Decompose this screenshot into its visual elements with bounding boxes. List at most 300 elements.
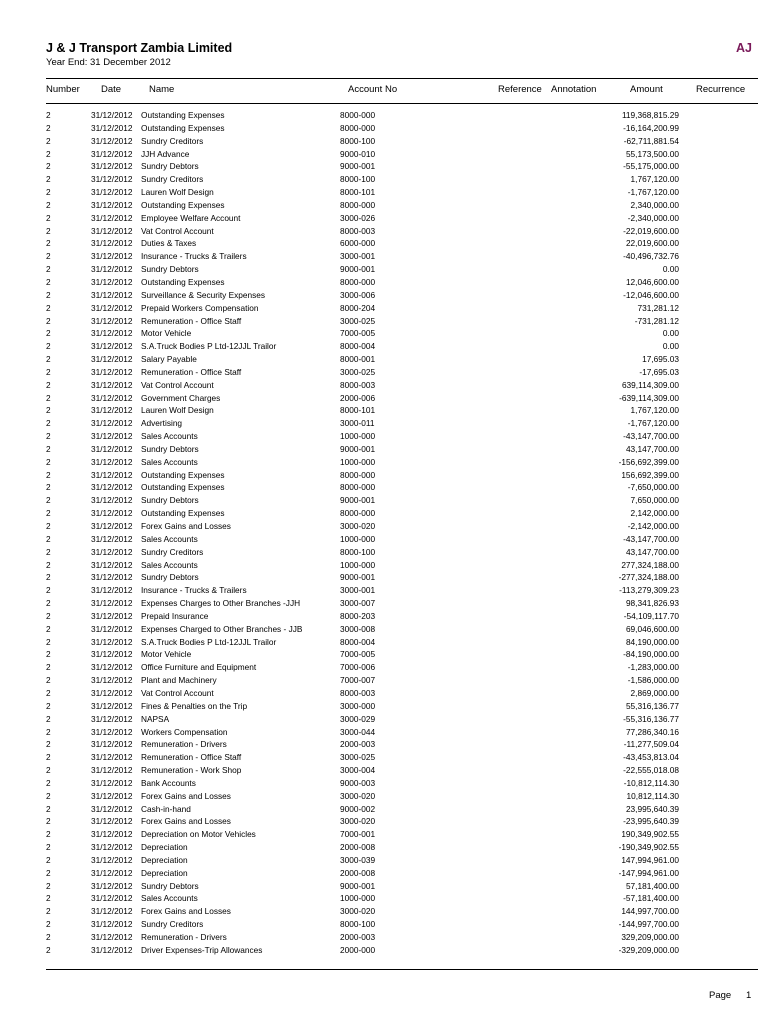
row-account-no: 1000-000 <box>340 456 376 467</box>
row-date: 31/12/2012 <box>91 482 133 493</box>
row-name: Advertising <box>141 418 183 429</box>
row-name: Remuneration - Drivers <box>141 739 227 750</box>
row-amount: 22,019,600.00 <box>625 238 679 249</box>
row-account-no: 2000-000 <box>340 944 376 955</box>
transaction-rows <box>0 110 768 958</box>
row-account-no: 8000-000 <box>340 276 376 287</box>
row-amount: 156,692,399.00 <box>621 469 679 480</box>
row-amount: 147,994,961.00 <box>621 854 679 865</box>
row-number: 2 <box>46 559 51 570</box>
row-account-no: 9000-001 <box>340 495 376 506</box>
row-name: Sundry Debtors <box>141 264 199 275</box>
row-amount: 0.00 <box>662 341 679 352</box>
row-date: 31/12/2012 <box>91 649 133 660</box>
row-amount: -11,277,509.04 <box>623 739 679 750</box>
row-account-no: 8000-000 <box>340 122 376 133</box>
row-number: 2 <box>46 110 51 120</box>
row-amount: 7,650,000.00 <box>630 495 679 506</box>
row-date: 31/12/2012 <box>91 662 133 673</box>
table-row <box>0 161 768 174</box>
row-amount: -113,279,309.23 <box>619 585 679 596</box>
row-number: 2 <box>46 392 51 403</box>
row-date: 31/12/2012 <box>91 495 133 506</box>
row-date: 31/12/2012 <box>91 238 133 249</box>
row-date: 31/12/2012 <box>91 469 133 480</box>
row-account-no: 7000-001 <box>340 829 376 840</box>
table-row <box>0 303 768 316</box>
row-account-no: 6000-000 <box>340 238 376 249</box>
row-account-no: 9000-001 <box>340 572 376 583</box>
row-account-no: 3000-001 <box>340 585 376 596</box>
row-number: 2 <box>46 379 51 390</box>
row-name: Driver Expenses-Trip Allowances <box>141 944 263 955</box>
row-name: Depreciation <box>141 854 188 865</box>
row-number: 2 <box>46 328 51 339</box>
row-account-no: 3000-008 <box>340 623 376 634</box>
row-account-no: 8000-000 <box>340 482 376 493</box>
row-name: Sundry Creditors <box>141 546 204 557</box>
row-number: 2 <box>46 713 51 724</box>
table-row <box>0 881 768 894</box>
column-header-reference: Reference <box>498 84 542 95</box>
row-date: 31/12/2012 <box>91 585 133 596</box>
row-number: 2 <box>46 572 51 583</box>
table-row <box>0 727 768 740</box>
row-name: Sundry Debtors <box>141 443 199 454</box>
row-account-no: 8000-004 <box>340 636 376 647</box>
table-row <box>0 328 768 341</box>
row-date: 31/12/2012 <box>91 726 133 737</box>
table-row <box>0 560 768 573</box>
row-number: 2 <box>46 354 51 365</box>
column-header-number: Number <box>46 84 80 95</box>
column-header-name: Name <box>149 84 175 95</box>
table-row <box>0 534 768 547</box>
row-amount: -731,281.12 <box>634 315 679 326</box>
row-amount: 55,173,500.00 <box>625 148 679 159</box>
table-row <box>0 598 768 611</box>
row-amount: 2,340,000.00 <box>630 199 679 210</box>
row-number: 2 <box>46 264 51 275</box>
row-name: Cash-in-hand <box>141 803 191 814</box>
row-number: 2 <box>46 880 51 891</box>
table-row <box>0 264 768 277</box>
row-amount: -1,767,120.00 <box>627 187 679 198</box>
row-name: Plant and Machinery <box>141 675 217 686</box>
row-name: Expenses Charged to Other Branches - JJB <box>141 623 303 634</box>
row-name: Depreciation <box>141 867 188 878</box>
row-amount: -147,994,961.00 <box>618 867 679 878</box>
row-name: Bank Accounts <box>141 777 196 788</box>
table-row <box>0 855 768 868</box>
row-number: 2 <box>46 199 51 210</box>
row-date: 31/12/2012 <box>91 713 133 724</box>
row-amount: -57,181,400.00 <box>623 893 679 904</box>
row-number: 2 <box>46 919 51 930</box>
row-number: 2 <box>46 829 51 840</box>
row-date: 31/12/2012 <box>91 302 133 313</box>
row-date: 31/12/2012 <box>91 752 133 763</box>
row-date: 31/12/2012 <box>91 276 133 287</box>
table-row <box>0 418 768 431</box>
row-date: 31/12/2012 <box>91 161 133 172</box>
table-row <box>0 521 768 534</box>
row-name: Sales Accounts <box>141 456 198 467</box>
row-amount: -84,190,000.00 <box>623 649 679 660</box>
table-row <box>0 187 768 200</box>
row-number: 2 <box>46 610 51 621</box>
table-row <box>0 868 768 881</box>
row-account-no: 9000-001 <box>340 443 376 454</box>
row-date: 31/12/2012 <box>91 765 133 776</box>
row-number: 2 <box>46 161 51 172</box>
row-amount: -1,283,000.00 <box>627 662 679 673</box>
row-account-no: 9000-003 <box>340 777 376 788</box>
row-account-no: 2000-008 <box>340 867 376 878</box>
column-header-recurrence: Recurrence <box>696 84 746 95</box>
table-row <box>0 662 768 675</box>
row-amount: -156,692,399.00 <box>618 456 679 467</box>
row-account-no: 1000-000 <box>340 431 376 442</box>
row-account-no: 2000-006 <box>340 392 376 403</box>
row-name: Depreciation on Motor Vehicles <box>141 829 256 840</box>
row-date: 31/12/2012 <box>91 816 133 827</box>
row-name: Workers Compensation <box>141 726 228 737</box>
row-name: Employee Welfare Account <box>141 212 241 223</box>
row-account-no: 8000-001 <box>340 354 376 365</box>
table-row <box>0 752 768 765</box>
table-row <box>0 367 768 380</box>
row-date: 31/12/2012 <box>91 906 133 917</box>
row-account-no: 3000-020 <box>340 521 376 531</box>
row-name: Sundry Debtors <box>141 495 199 506</box>
row-account-no: 9000-001 <box>340 161 376 172</box>
column-header-amount: Amount <box>630 84 663 95</box>
row-date: 31/12/2012 <box>91 803 133 814</box>
row-date: 31/12/2012 <box>91 777 133 788</box>
row-date: 31/12/2012 <box>91 932 133 942</box>
row-amount: -329,209,000.00 <box>618 944 679 955</box>
table-row <box>0 649 768 662</box>
row-number: 2 <box>46 790 51 801</box>
row-name: Outstanding Expenses <box>141 122 225 133</box>
table-row <box>0 290 768 303</box>
row-number: 2 <box>46 687 51 698</box>
row-date: 31/12/2012 <box>91 829 133 840</box>
row-date: 31/12/2012 <box>91 315 133 326</box>
row-number: 2 <box>46 148 51 159</box>
table-row <box>0 495 768 508</box>
row-number: 2 <box>46 598 51 609</box>
row-account-no: 3000-020 <box>340 816 376 827</box>
row-number: 2 <box>46 752 51 763</box>
table-row <box>0 405 768 418</box>
row-account-no: 2000-008 <box>340 842 376 853</box>
table-row <box>0 765 768 778</box>
row-number: 2 <box>46 842 51 853</box>
row-amount: -17,695.03 <box>639 366 679 377</box>
row-amount: -23,995,640.39 <box>623 816 679 827</box>
row-number: 2 <box>46 765 51 776</box>
row-date: 31/12/2012 <box>91 880 133 891</box>
row-number: 2 <box>46 456 51 467</box>
row-date: 31/12/2012 <box>91 418 133 429</box>
row-account-no: 9000-001 <box>340 880 376 891</box>
row-account-no: 8000-100 <box>340 546 376 557</box>
row-date: 31/12/2012 <box>91 598 133 609</box>
table-row <box>0 624 768 637</box>
row-account-no: 1000-000 <box>340 533 376 544</box>
row-amount: 98,341,826.93 <box>625 598 679 609</box>
row-name: Surveillance & Security Expenses <box>141 289 266 300</box>
row-number: 2 <box>46 854 51 865</box>
row-name: Sales Accounts <box>141 431 198 442</box>
top-rule <box>46 78 758 79</box>
row-amount: 329,209,000.00 <box>621 932 679 942</box>
row-number: 2 <box>46 212 51 223</box>
row-account-no: 3000-026 <box>340 212 376 223</box>
row-account-no: 3000-025 <box>340 315 376 326</box>
table-row <box>0 200 768 213</box>
row-amount: 0.00 <box>662 328 679 339</box>
table-row <box>0 816 768 829</box>
row-account-no: 3000-025 <box>340 366 376 377</box>
row-number: 2 <box>46 482 51 493</box>
row-number: 2 <box>46 122 51 133</box>
row-account-no: 3000-025 <box>340 752 376 763</box>
row-date: 31/12/2012 <box>91 148 133 159</box>
row-name: Sales Accounts <box>141 533 198 544</box>
header-rule <box>46 103 758 104</box>
row-number: 2 <box>46 585 51 596</box>
row-date: 31/12/2012 <box>91 354 133 365</box>
column-header-date: Date <box>101 84 122 95</box>
row-name: Sundry Debtors <box>141 880 199 891</box>
row-date: 31/12/2012 <box>91 675 133 686</box>
table-row <box>0 213 768 226</box>
table-row <box>0 482 768 495</box>
table-row <box>0 136 768 149</box>
row-date: 31/12/2012 <box>91 919 133 930</box>
row-account-no: 3000-029 <box>340 713 376 724</box>
row-number: 2 <box>46 816 51 827</box>
row-name: S.A.Truck Bodies P Ltd-12JJL Trailor <box>141 341 277 352</box>
row-date: 31/12/2012 <box>91 559 133 570</box>
row-date: 31/12/2012 <box>91 893 133 904</box>
row-number: 2 <box>46 431 51 442</box>
row-account-no: 3000-001 <box>340 251 376 262</box>
row-amount: -1,586,000.00 <box>627 675 679 686</box>
row-name: Sundry Debtors <box>141 572 199 583</box>
row-date: 31/12/2012 <box>91 225 133 236</box>
row-amount: -7,650,000.00 <box>627 482 679 493</box>
table-row <box>0 341 768 354</box>
table-row <box>0 585 768 598</box>
row-date: 31/12/2012 <box>91 739 133 750</box>
row-number: 2 <box>46 739 51 750</box>
row-name: Remuneration - Drivers <box>141 932 227 942</box>
row-date: 31/12/2012 <box>91 610 133 621</box>
row-amount: 10,812,114.30 <box>626 790 679 801</box>
row-number: 2 <box>46 521 51 531</box>
row-name: Remuneration - Office Staff <box>141 366 242 377</box>
row-account-no: 9000-002 <box>340 803 376 814</box>
row-account-no: 8000-000 <box>340 508 376 519</box>
row-name: Lauren Wolf Design <box>141 405 214 416</box>
row-amount: 57,181,400.00 <box>625 880 679 891</box>
row-amount: 277,324,188.00 <box>621 559 679 570</box>
row-date: 31/12/2012 <box>91 842 133 853</box>
row-account-no: 7000-007 <box>340 675 376 686</box>
row-name: Outstanding Expenses <box>141 482 225 493</box>
row-number: 2 <box>46 302 51 313</box>
row-number: 2 <box>46 803 51 814</box>
row-number: 2 <box>46 546 51 557</box>
row-account-no: 3000-020 <box>340 790 376 801</box>
row-date: 31/12/2012 <box>91 328 133 339</box>
row-number: 2 <box>46 508 51 519</box>
row-account-no: 8000-000 <box>340 199 376 210</box>
table-row <box>0 277 768 290</box>
table-row <box>0 238 768 251</box>
row-account-no: 8000-203 <box>340 610 376 621</box>
row-amount: 2,869,000.00 <box>630 687 679 698</box>
row-account-no: 7000-005 <box>340 649 376 660</box>
row-name: Remuneration - Work Shop <box>141 765 242 776</box>
table-row <box>0 637 768 650</box>
row-name: Forex Gains and Losses <box>141 906 231 917</box>
row-amount: -1,767,120.00 <box>627 418 679 429</box>
row-amount: 1,767,120.00 <box>630 174 679 185</box>
row-date: 31/12/2012 <box>91 289 133 300</box>
year-end: Year End: 31 December 2012 <box>46 57 171 68</box>
row-account-no: 3000-000 <box>340 700 376 711</box>
table-row <box>0 572 768 585</box>
row-name: Outstanding Expenses <box>141 110 225 120</box>
table-row <box>0 791 768 804</box>
row-date: 31/12/2012 <box>91 572 133 583</box>
row-number: 2 <box>46 135 51 146</box>
table-row <box>0 714 768 727</box>
table-row <box>0 547 768 560</box>
row-amount: -40,496,732.76 <box>623 251 679 262</box>
table-row <box>0 226 768 239</box>
row-amount: -22,019,600.00 <box>623 225 679 236</box>
row-date: 31/12/2012 <box>91 187 133 198</box>
row-name: Forex Gains and Losses <box>141 790 231 801</box>
row-account-no: 3000-011 <box>340 418 375 429</box>
table-row <box>0 778 768 791</box>
row-date: 31/12/2012 <box>91 533 133 544</box>
row-account-no: 8000-004 <box>340 341 376 352</box>
row-amount: -639,114,309.00 <box>619 392 679 403</box>
row-amount: -277,324,188.00 <box>618 572 679 583</box>
row-account-no: 3000-007 <box>340 598 376 609</box>
row-account-no: 8000-000 <box>340 469 376 480</box>
row-date: 31/12/2012 <box>91 199 133 210</box>
row-amount: -55,316,136.77 <box>623 713 679 724</box>
row-date: 31/12/2012 <box>91 854 133 865</box>
row-amount: -2,340,000.00 <box>627 212 679 223</box>
table-row <box>0 701 768 714</box>
row-number: 2 <box>46 662 51 673</box>
row-amount: 1,767,120.00 <box>630 405 679 416</box>
row-date: 31/12/2012 <box>91 264 133 275</box>
row-name: Sundry Creditors <box>141 135 204 146</box>
table-row <box>0 906 768 919</box>
row-date: 31/12/2012 <box>91 546 133 557</box>
row-name: Outstanding Expenses <box>141 199 225 210</box>
row-amount: 144,997,700.00 <box>621 906 679 917</box>
row-amount: 43,147,700.00 <box>625 546 679 557</box>
row-number: 2 <box>46 225 51 236</box>
row-amount: 0.00 <box>662 264 679 275</box>
table-row <box>0 251 768 264</box>
row-date: 31/12/2012 <box>91 251 133 262</box>
row-amount: 119,368,815.29 <box>621 110 679 120</box>
row-account-no: 8000-003 <box>340 225 376 236</box>
row-number: 2 <box>46 187 51 198</box>
row-amount: -190,349,902.55 <box>618 842 679 853</box>
row-date: 31/12/2012 <box>91 122 133 133</box>
row-account-no: 3000-020 <box>340 906 376 917</box>
row-name: Outstanding Expenses <box>141 469 225 480</box>
row-date: 31/12/2012 <box>91 456 133 467</box>
table-row <box>0 123 768 136</box>
table-row <box>0 380 768 393</box>
row-number: 2 <box>46 623 51 634</box>
row-date: 31/12/2012 <box>91 636 133 647</box>
table-row <box>0 457 768 470</box>
table-row <box>0 675 768 688</box>
row-number: 2 <box>46 700 51 711</box>
row-name: Vat Control Account <box>141 225 214 236</box>
row-account-no: 3000-004 <box>340 765 376 776</box>
row-date: 31/12/2012 <box>91 700 133 711</box>
row-date: 31/12/2012 <box>91 521 133 531</box>
table-row <box>0 739 768 752</box>
row-amount: -62,711,881.54 <box>623 135 679 146</box>
row-amount: -43,147,700.00 <box>623 431 679 442</box>
row-account-no: 8000-204 <box>340 302 376 313</box>
row-account-no: 8000-100 <box>340 135 376 146</box>
row-number: 2 <box>46 932 51 942</box>
row-name: Insurance - Trucks & Trailers <box>141 585 247 596</box>
row-name: Remuneration - Office Staff <box>141 315 242 326</box>
row-name: Lauren Wolf Design <box>141 187 214 198</box>
row-amount: -12,046,600.00 <box>623 289 679 300</box>
table-row <box>0 470 768 483</box>
row-number: 2 <box>46 495 51 506</box>
table-row <box>0 316 768 329</box>
row-date: 31/12/2012 <box>91 944 133 955</box>
row-amount: 639,114,309.00 <box>621 379 679 390</box>
row-name: Motor Vehicle <box>141 328 192 339</box>
row-amount: -16,164,200.99 <box>623 122 679 133</box>
row-account-no: 3000-044 <box>340 726 376 737</box>
row-account-no: 2000-003 <box>340 739 376 750</box>
row-date: 31/12/2012 <box>91 790 133 801</box>
row-name: Insurance - Trucks & Trailers <box>141 251 247 262</box>
column-header-account-no: Account No <box>348 84 398 95</box>
table-row <box>0 444 768 457</box>
row-name: Prepaid Insurance <box>141 610 209 621</box>
row-account-no: 1000-000 <box>340 559 376 570</box>
row-number: 2 <box>46 289 51 300</box>
table-row <box>0 842 768 855</box>
row-amount: -2,142,000.00 <box>627 521 679 531</box>
row-account-no: 8000-000 <box>340 110 376 120</box>
